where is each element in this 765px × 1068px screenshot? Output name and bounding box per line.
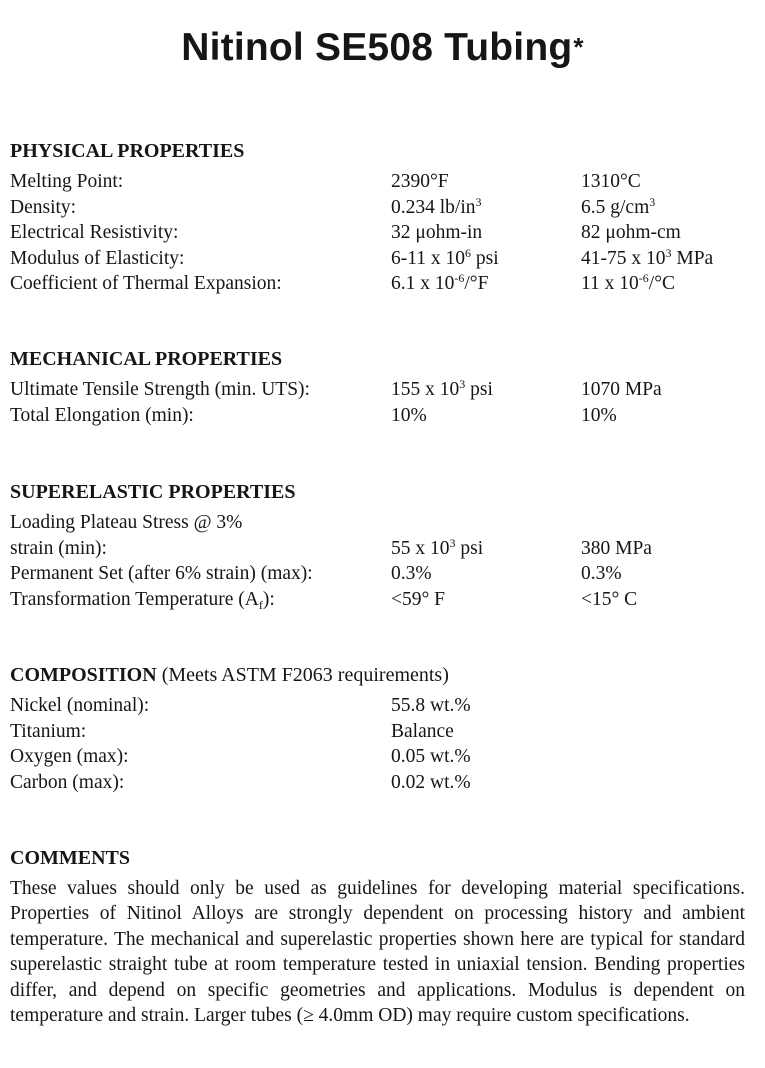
melting-point-row bbox=[10, 169, 745, 195]
title-text: Nitinol SE508 Tubing bbox=[181, 26, 573, 69]
composition-label: Oxygen (max): bbox=[10, 746, 129, 767]
composition-label: Nickel (nominal): bbox=[10, 695, 150, 716]
plateau-metric: 380 MPa bbox=[581, 537, 652, 559]
resistivity-label: Electrical Resistivity: bbox=[10, 222, 179, 243]
uts-imperial: 155 x $10^3$ psi bbox=[391, 377, 493, 400]
density-metric: 6.5 $g/cm^3$ bbox=[581, 194, 656, 218]
uts-row bbox=[10, 377, 745, 403]
modulus-label: Modulus of Elasticity: bbox=[10, 247, 185, 269]
composition-heading bbox=[10, 663, 745, 693]
resistivity-metric: 82 μohm-cm bbox=[581, 222, 681, 243]
uts-metric: 1070 MPa bbox=[581, 379, 662, 400]
title-asterisk: * bbox=[573, 32, 584, 62]
permanent-set-row bbox=[10, 561, 745, 587]
melting-point-label: Melting Point: bbox=[10, 171, 124, 192]
elongation-imperial: 10% bbox=[391, 404, 427, 426]
elongation-metric: 10% bbox=[581, 404, 617, 426]
composition-value: 55.8 wt.% bbox=[391, 695, 471, 716]
plateau-label-line2: strain (min): bbox=[10, 537, 107, 559]
modulus-row bbox=[10, 246, 745, 272]
permanent-set-imperial: 0.3% bbox=[391, 563, 432, 584]
transformation-row bbox=[10, 587, 745, 613]
transformation-metric: <15° C bbox=[581, 588, 638, 610]
composition-value: 0.02 wt.% bbox=[391, 771, 471, 793]
composition-value: 0.05 wt.% bbox=[391, 746, 471, 767]
resistivity-row bbox=[10, 220, 745, 246]
comments-section bbox=[10, 846, 745, 1028]
composition-row bbox=[10, 719, 745, 745]
mechanical-properties-section bbox=[10, 347, 745, 428]
composition-row bbox=[10, 693, 745, 719]
comments-text: These values should only be used as guidelines for developing material specifications. Properties of Nitinol Alloys are strongly dependent on processing history and ambient temperature. The mechanical and superelastic properties shown here are typical for standard superelastic straight tube at room temperature tested in uniaxial tension. Bending properties differ, and depend on specific geometries and applications. Modulus is dependent on temperature and strain. Larger tubes (≥ 4.0mm OD) may require custom specifications. bbox=[10, 878, 745, 1027]
cte-metric: 11 x $10^{-6}/^\circ C$ bbox=[581, 271, 676, 294]
composition-section bbox=[10, 663, 745, 795]
physical-properties-section bbox=[10, 139, 745, 297]
comments-heading: COMMENTS bbox=[10, 847, 130, 869]
composition-row bbox=[10, 770, 745, 796]
plateau-imperial: 55 x $10^3$ psi bbox=[391, 535, 484, 559]
density-label: Density: bbox=[10, 196, 77, 218]
cte-imperial: 6.1 x $10^{-6}/^\circ F$ bbox=[391, 271, 489, 294]
page-title bbox=[0, 22, 765, 73]
transformation-label: Transformation Temperature $(A_f)$: bbox=[10, 588, 275, 612]
permanent-set-metric: 0.3% bbox=[581, 563, 622, 584]
composition-note: (Meets ASTM F2063 requirements) bbox=[156, 664, 449, 686]
physical-properties-heading: PHYSICAL PROPERTIES bbox=[10, 140, 245, 162]
plateau-row bbox=[10, 536, 745, 562]
superelastic-properties-section bbox=[10, 480, 745, 612]
density-imperial: 0.234 $lb/in^3$ bbox=[391, 194, 482, 218]
composition-label: Carbon (max): bbox=[10, 771, 125, 793]
composition-label: Titanium: bbox=[10, 720, 87, 742]
permanent-set-label: Permanent Set (after 6% strain) (max): bbox=[10, 563, 313, 584]
elongation-row bbox=[10, 403, 745, 429]
melting-point-metric: 1310°C bbox=[581, 171, 641, 192]
superelastic-properties-heading: SUPERELASTIC PROPERTIES bbox=[10, 481, 296, 503]
density-row bbox=[10, 195, 745, 221]
composition-value: Balance bbox=[391, 720, 454, 742]
transformation-imperial: <59° F bbox=[391, 588, 446, 610]
mechanical-properties-heading: MECHANICAL PROPERTIES bbox=[10, 348, 283, 370]
composition-row bbox=[10, 744, 745, 770]
plateau-label-row bbox=[10, 510, 745, 536]
uts-label: Ultimate Tensile Strength (min. UTS): bbox=[10, 379, 310, 400]
modulus-metric: 41-75 x $10^3$ MPa bbox=[581, 245, 714, 269]
cte-label: Coefficient of Thermal Expansion: bbox=[10, 273, 282, 294]
composition-heading-text: COMPOSITION bbox=[10, 664, 157, 686]
modulus-imperial: 6-11 x $10^6$ psi bbox=[391, 245, 499, 269]
melting-point-imperial: 2390°F bbox=[391, 171, 449, 192]
elongation-label: Total Elongation (min): bbox=[10, 404, 194, 426]
cte-row bbox=[10, 271, 745, 297]
resistivity-imperial: 32 μohm-in bbox=[391, 222, 483, 243]
plateau-label-line1: Loading Plateau Stress @ 3% bbox=[10, 512, 243, 533]
